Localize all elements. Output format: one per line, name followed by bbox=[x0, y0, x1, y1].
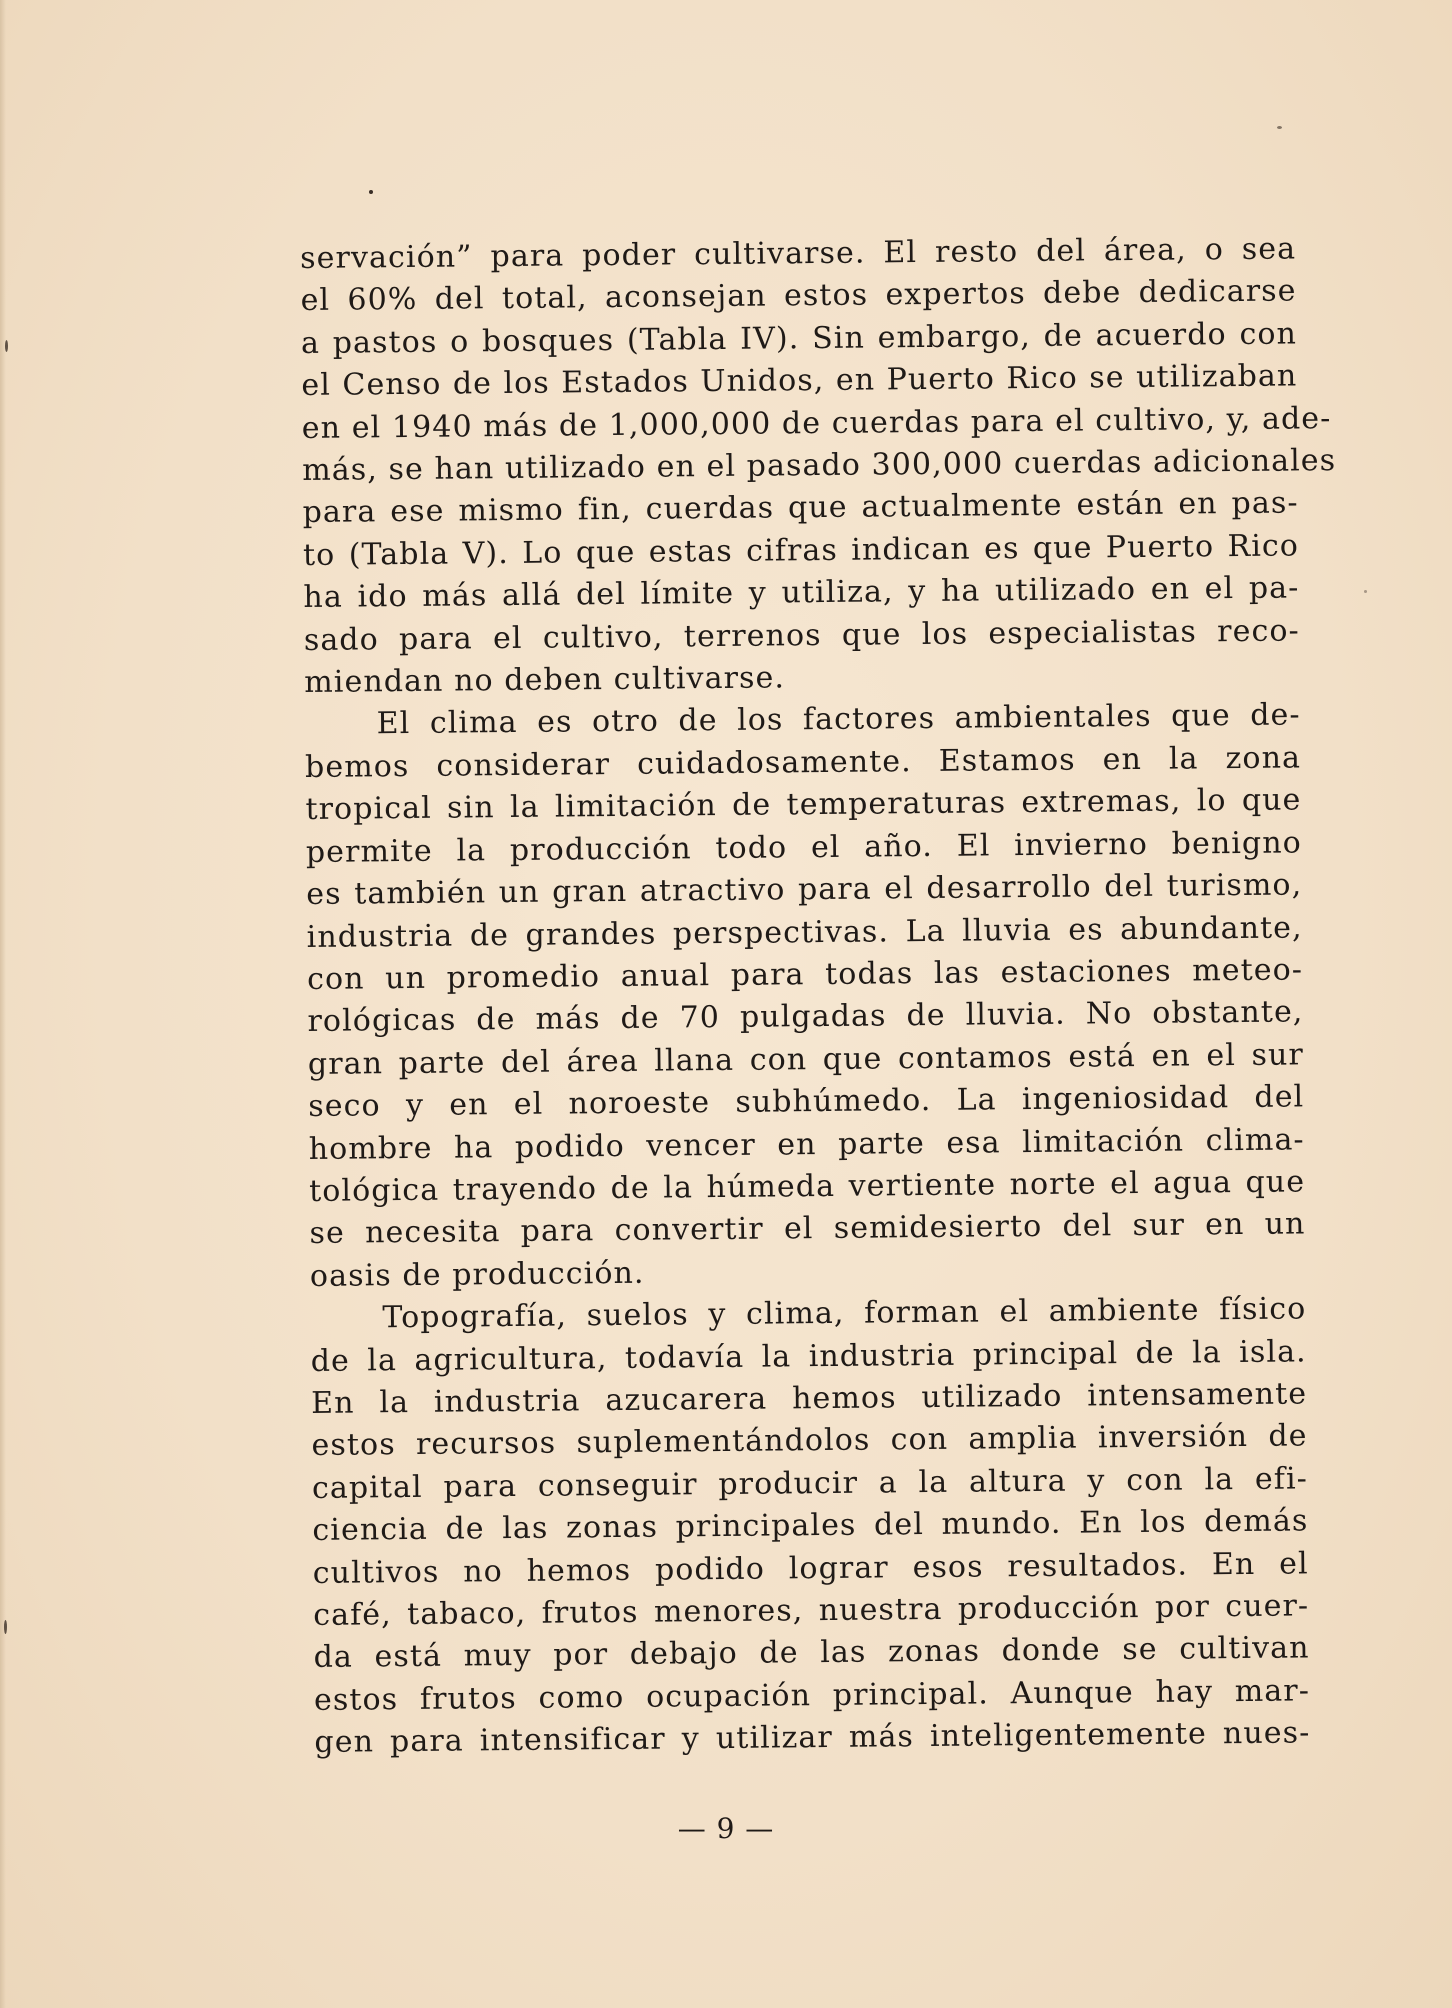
text-line: tropical sin la limitación de temperaturas extremas, lo que bbox=[305, 782, 1302, 828]
text-line: rológicas de más de 70 pulgadas de lluvia. No obstante, bbox=[307, 994, 1304, 1040]
paper-speck bbox=[369, 190, 373, 194]
text-line: capital para conseguir producir a la altura y con la efi- bbox=[311, 1461, 1309, 1506]
text-line: El clima es otro de los factores ambientales que de- bbox=[376, 697, 1301, 742]
text-line: servación” para poder cultivarse. El resto del área, o sea bbox=[300, 231, 1297, 276]
page-number: — 9 — bbox=[677, 1812, 775, 1845]
text-line: gen para intensificar y utilizar más inteligentemente nues- bbox=[314, 1715, 1311, 1761]
paper-speck bbox=[5, 340, 8, 352]
text-line: el 60% del total, aconsejan estos expertos debe dedicarse bbox=[300, 273, 1297, 319]
text-line: ha ido más allá del límite y utiliza, y ha utilizado en el pa- bbox=[303, 570, 1300, 616]
text-line: Topografía, suelos y clima, forman el ambiente físico bbox=[382, 1291, 1307, 1336]
text-line: sado para el cultivo, terrenos que los especialistas reco- bbox=[303, 613, 1300, 658]
text-line: de la agricultura, todavía la industria principal de la isla. bbox=[310, 1333, 1307, 1379]
text-line: con un promedio anual para todas las estaciones meteo- bbox=[306, 952, 1304, 997]
paragraph-3 bbox=[310, 1289, 1310, 1765]
text-line: En la industria azucarera hemos utilizado intensamente bbox=[311, 1376, 1308, 1421]
text-line: hombre ha podido vencer en parte esa limitación clima- bbox=[308, 1121, 1305, 1167]
text-line: tológica trayendo de la húmeda vertiente norte el agua que bbox=[308, 1164, 1306, 1209]
text-line: ciencia de las zonas principales del mundo. En los demás bbox=[312, 1503, 1309, 1549]
text-line: gran parte del área llana con que contamos está en el sur bbox=[307, 1037, 1305, 1082]
text-line: café, tabaco, frutos menores, nuestra producción por cuer- bbox=[313, 1588, 1310, 1633]
paper-speck bbox=[1364, 590, 1367, 593]
text-line: to (Tabla V). Lo que estas cifras indican es que Puerto Rico bbox=[302, 528, 1300, 573]
text-line: en el 1940 más de 1,000,000 de cuerdas para el cultivo, y, ade- bbox=[301, 400, 1332, 446]
text-line: miendan no deben cultivarse. bbox=[304, 660, 786, 701]
text-line: oasis de producción. bbox=[309, 1255, 645, 1294]
text-line: el Censo de los Estados Unidos, en Puerto Rico se utilizaban bbox=[301, 358, 1298, 404]
text-line: seco y en el noroeste subhúmedo. La ingeniosidad del bbox=[308, 1079, 1305, 1125]
text-line: más, se han utilizado en el pasado 300,000 cuerdas adicionales bbox=[302, 443, 1337, 489]
paragraph-1 bbox=[300, 228, 1337, 704]
paper-speck bbox=[1277, 126, 1282, 129]
text-line: se necesita para convertir el semidesierto del sur en un bbox=[309, 1206, 1306, 1252]
text-line: estos recursos suplementándolos con amplia inversión de bbox=[311, 1418, 1308, 1464]
text-line: estos frutos como ocupación principal. Aunque hay mar- bbox=[313, 1673, 1311, 1718]
text-line: permite la producción todo el año. El invierno benigno bbox=[305, 825, 1303, 870]
page-edge-shadow bbox=[0, 0, 6, 2008]
paper-speck bbox=[4, 1620, 7, 1634]
body-text bbox=[300, 228, 1337, 1764]
text-line: para ese mismo fin, cuerdas que actualmente están en pas- bbox=[302, 485, 1299, 531]
text-line: da está muy por debajo de las zonas donde se cultivan bbox=[313, 1630, 1310, 1676]
text-line: a pastos o bosques (Tabla IV). Sin embargo, de acuerdo con bbox=[300, 316, 1298, 361]
paragraph-2 bbox=[304, 695, 1306, 1298]
text-line: industria de grandes perspectivas. La lluvia es abundante, bbox=[306, 909, 1303, 955]
text-line: bemos considerar cuidadosamente. Estamos en la zona bbox=[304, 740, 1302, 785]
text-line: cultivos no hemos podido lograr esos resultados. En el bbox=[312, 1545, 1309, 1591]
text-line: es también un gran atractivo para el desarrollo del turismo, bbox=[306, 867, 1303, 913]
